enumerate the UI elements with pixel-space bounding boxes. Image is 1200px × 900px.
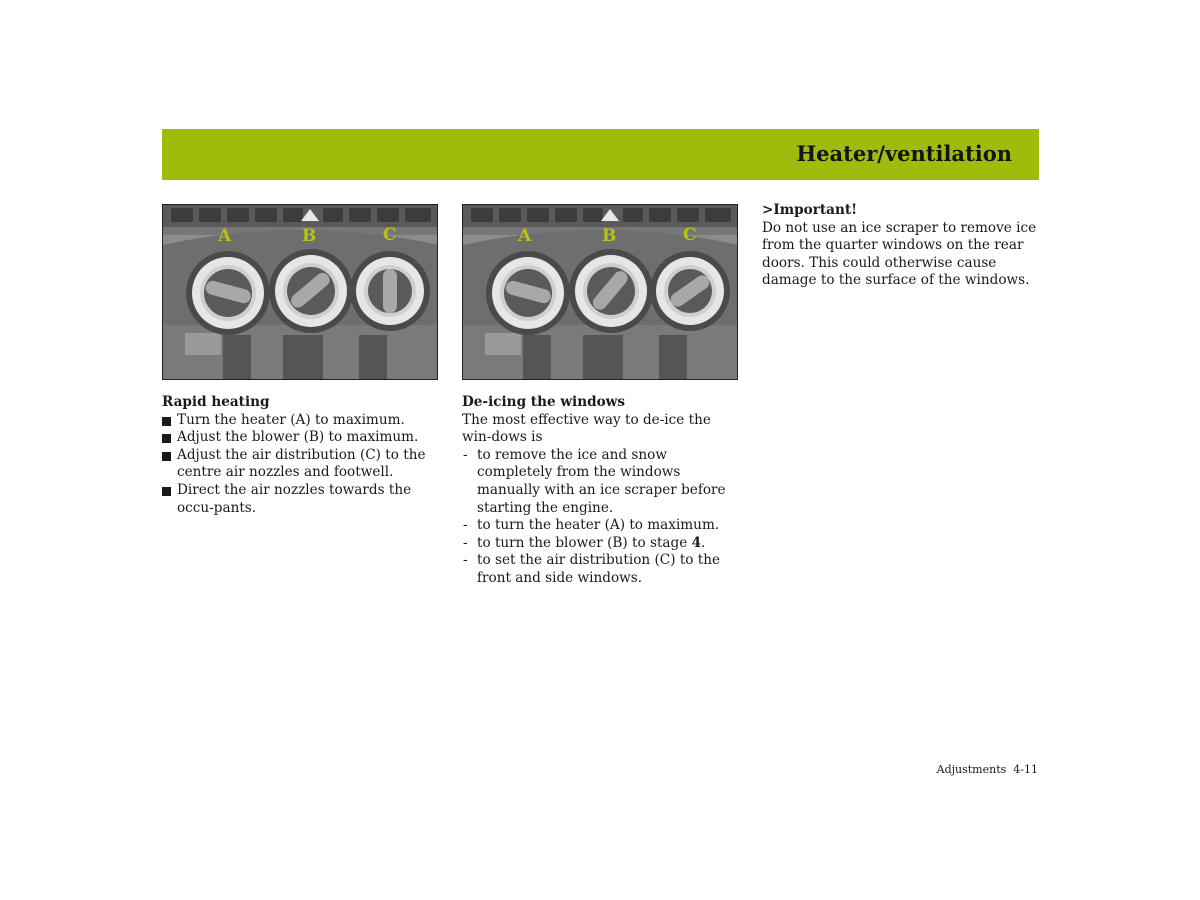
- page-number: 4-11: [1013, 763, 1038, 776]
- figure-label-c: C: [383, 225, 397, 245]
- important-section: [762, 202, 1040, 290]
- figure-label-a: A: [218, 226, 232, 246]
- footer-section: Adjustments: [936, 763, 1007, 776]
- dash-marker: -: [463, 534, 468, 551]
- list-item: Adjust the air distribution (C) to the centre air nozzles and footwell.: [162, 447, 440, 482]
- list-item: Adjust the blower (B) to maximum.: [162, 429, 440, 447]
- important-text: Do not use an ice scraper to remove ice from the quarter windows on the rear doors. This could otherwise cause damage to the surface of the windows.: [762, 219, 1037, 289]
- dash-marker: -: [463, 552, 468, 569]
- bullet-icon: [162, 452, 171, 461]
- rapid-heating-section: [162, 394, 440, 517]
- figure-deicing: [462, 204, 738, 380]
- list-item: Turn the heater (A) to maximum.: [162, 412, 440, 430]
- bullet-icon: [162, 417, 171, 426]
- header-bar: [162, 129, 1039, 180]
- dash-marker: -: [463, 517, 468, 534]
- list-item: - to turn the blower (B) to stage 4.: [463, 534, 706, 551]
- important-heading: >Important!: [762, 202, 858, 218]
- figure-label-a: A: [518, 226, 532, 246]
- list-item: - to turn the heater (A) to maximum.: [463, 517, 720, 534]
- dash-marker: -: [463, 446, 468, 463]
- rapid-heating-heading: Rapid heating: [162, 394, 270, 410]
- list-item: - to set the air distribution (C) to the front and side windows.: [463, 552, 721, 586]
- bullet-icon: [162, 487, 171, 496]
- deicing-heading: De-icing the windows: [462, 394, 626, 410]
- blower-stage: 4: [691, 534, 702, 551]
- figure-rapid-heating: [162, 204, 438, 380]
- page-footer: [937, 763, 1038, 776]
- list-item: Direct the air nozzles towards the occu-pants.: [162, 482, 440, 517]
- figure-label-c: C: [683, 225, 697, 245]
- page-title: Heater/ventilation: [796, 141, 1012, 166]
- bullet-icon: [162, 434, 171, 443]
- list-item: - to remove the ice and snow completely from the windows manually with an ice scraper before starting the engine.: [463, 446, 726, 516]
- deicing-intro: The most effective way to de-ice the win-dows is: [462, 411, 711, 446]
- figure-label-b: B: [302, 226, 317, 246]
- deicing-section: [462, 394, 740, 588]
- figure-label-b: B: [602, 226, 617, 246]
